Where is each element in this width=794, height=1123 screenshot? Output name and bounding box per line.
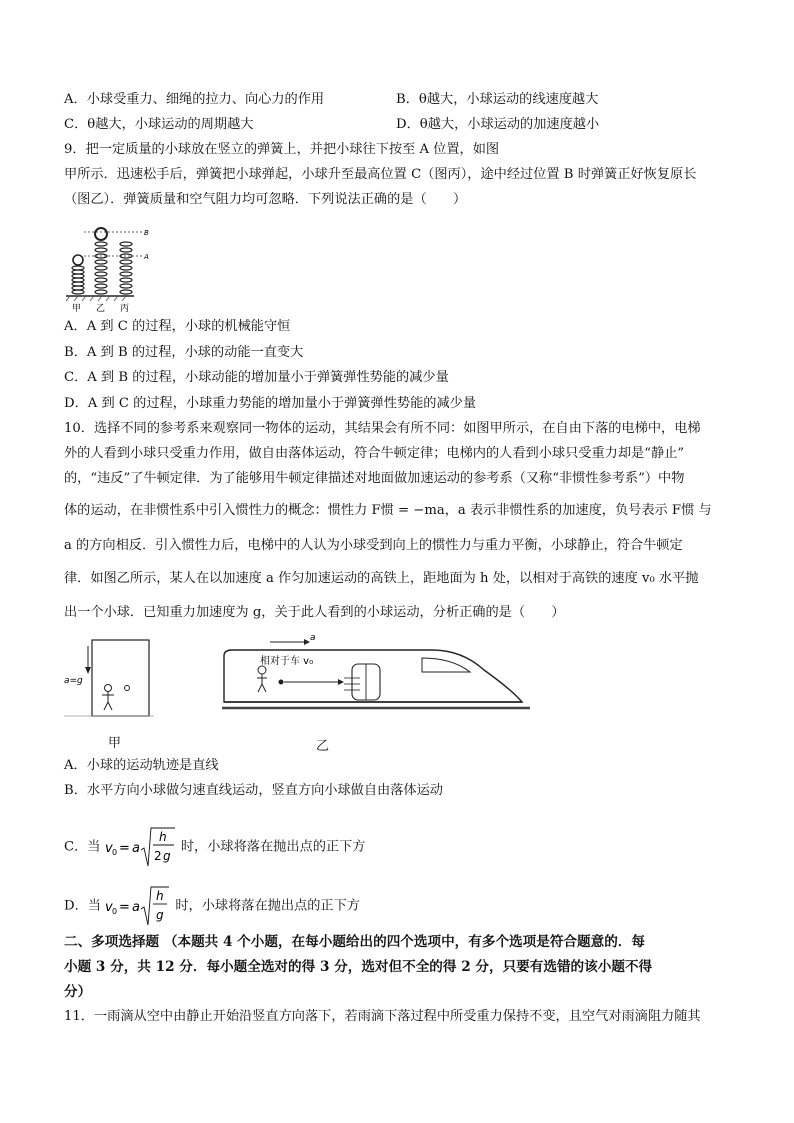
q9-option-a: A．A 到 C 的过程，小球的机械能守恒	[64, 319, 291, 334]
svg-text:=: =	[119, 900, 131, 915]
q8-option-b: B．θ越大，小球运动的线速度越大	[396, 92, 599, 107]
q10-stem-line1: 10．选择不同的参考系来观察同一物体的运动，其结果会有所不同：如图甲所示，在自由下落的电梯中，电梯	[64, 421, 701, 436]
svg-text:v: v	[104, 841, 113, 856]
q10-option-c	[64, 824, 366, 870]
q10-stem-line5: a 的方向相反．引入惯性力后，电梯中的人认为小球受到向上的惯性力与重力平衡，小球静止，符合牛顿定	[64, 538, 683, 553]
section2-line3: 分）	[64, 984, 92, 1000]
svg-text:=: =	[118, 841, 130, 856]
q10-option-a: A．小球的运动轨迹是直线	[64, 758, 219, 773]
q10-option-c-post: 时，小球将落在抛出点的正下方	[180, 839, 366, 855]
svg-text:a: a	[131, 841, 140, 856]
label-bing: 丙	[120, 304, 130, 312]
q10-option-b: B．水平方向小球做匀速直线运动，竖直方向小球做自由落体运动	[64, 783, 443, 798]
caption-yi: 乙	[316, 739, 330, 754]
mark-b: B	[144, 229, 149, 237]
q10-stem-line6: 律．如图乙所示，某人在以加速度 a 作匀加速运动的高铁上，距地面为 h 处，以相对于高铁的速度 v₀ 水平抛	[64, 571, 699, 586]
label-yi: 乙	[96, 304, 106, 312]
q8-option-d: D．θ越大，小球运动的加速度越小	[396, 117, 600, 132]
q9-option-d: D．A 到 C 的过程，小球重力势能的增加量小于弹簧弹性势能的减少量	[64, 396, 477, 411]
q9-option-c: C．A 到 B 的过程，小球动能的增加量小于弹簧弹性势能的减少量	[64, 370, 449, 385]
q8-option-a: A．小球受重力、细绳的拉力、向心力的作用	[64, 92, 325, 107]
train-rel-label: 相对于车 v₀	[260, 656, 314, 667]
spring-figure	[64, 216, 154, 312]
q8-option-c: C．θ越大，小球运动的周期越大	[64, 117, 254, 132]
q10-option-c-pre: C．当	[64, 839, 101, 855]
label-jia: 甲	[72, 304, 82, 312]
q9-stem-line2: 甲所示．迅速松手后，弹簧把小球弹起，小球升至最高位置 C（图丙），途中经过位置 B 时弹簧正好恢复原长	[64, 167, 697, 182]
train-a-label: a	[310, 633, 316, 643]
svg-text:g: g	[156, 908, 164, 922]
mark-a: A	[144, 253, 149, 261]
q10-option-d	[64, 883, 360, 929]
svg-text:2: 2	[153, 849, 162, 863]
q10-option-d-post: 时，小球将落在抛出点的正下方	[175, 898, 360, 914]
svg-text:0: 0	[112, 907, 118, 916]
svg-text:h: h	[158, 830, 167, 844]
svg-text:h: h	[156, 889, 164, 903]
caption-jia: 甲	[108, 736, 122, 751]
svg-text:v: v	[105, 900, 113, 915]
q10-option-d-pre: D．当	[64, 898, 101, 914]
q9-stem-line3: （图乙）．弹簧质量和空气阻力均可忽略．下列说法正确的是（ ）	[64, 192, 467, 207]
svg-text:g: g	[162, 849, 171, 863]
q11-stem-line1: 11．一雨滴从空中由静止开始沿竖直方向落下，若雨滴下落过程中所受重力保持不变，且空气对雨滴阻力随其	[64, 1009, 701, 1024]
svg-text:0: 0	[111, 848, 117, 857]
section2-line2: 小题 3 分，共 12 分．每小题全选对的得 3 分，选对但不全的得 2 分，只要有选错的该小题不得	[64, 959, 653, 975]
q9-option-b: B．A 到 B 的过程，小球的动能一直变大	[64, 345, 304, 360]
svg-text:a: a	[132, 900, 141, 915]
q10-stem-line3: 的，“违反”了牛顿定律．为了能够用牛顿定律描述对地面做加速运动的参考系（又称“非惯性参考系”）中物	[64, 471, 685, 486]
q10-stem-line7: 出一个小球．已知重力加速度为 g，关于此人看到的小球运动，分析正确的是（ ）	[64, 605, 565, 620]
formula-d	[105, 883, 171, 929]
q10-stem-line4: 体的运动，在非惯性系中引入惯性力的概念：惯性力 F惯 = −ma，a 表示非惯性系的加速度，负号表示 F惯 与	[64, 503, 712, 518]
section2-line1: 二、多项选择题 （本题共 4 个小题，在每小题给出的四个选项中，有多个选项是符合题意的．每	[64, 934, 645, 950]
q9-stem-line1: 9．把一定质量的小球放在竖立的弹簧上，并把小球往下按至 A 位置，如图	[64, 142, 500, 157]
q10-stem-line2: 外的人看到小球只受重力作用，做自由落体运动，符合牛顿定律；电梯内的人看到小球只受重力却是“静止”	[64, 446, 685, 461]
formula-c	[105, 824, 177, 870]
elevator-figure	[64, 636, 154, 720]
elevator-a-label: a=g	[64, 676, 83, 686]
train-figure	[222, 630, 532, 720]
